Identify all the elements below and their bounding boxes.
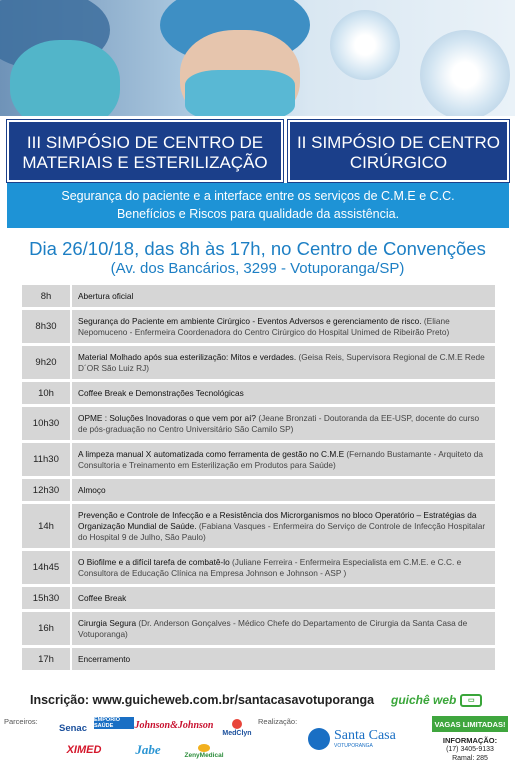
schedule-row	[22, 407, 495, 440]
schedule-time: 8h	[40, 290, 52, 302]
guiche-web-logo	[391, 692, 497, 708]
zeny-medical-logo	[184, 741, 224, 761]
medclyn-logo	[218, 716, 256, 740]
guiche-web-logo-text: guichê web	[391, 693, 457, 707]
subtitle-line-2: Benefícios e Riscos para qualidade da assistência.	[116, 207, 400, 221]
medclyn-logo-text: MedClyn	[222, 730, 252, 737]
info-label: INFORMAÇÃO:	[442, 736, 498, 745]
schedule-time: 12h30	[32, 484, 60, 496]
ximed-logo: XIMED	[66, 744, 102, 756]
schedule-time: 10h30	[32, 418, 60, 429]
schedule-topic: Encerramento	[78, 653, 131, 664]
registration-label: Inscrição:	[30, 693, 90, 707]
johnson-johnson-logo: Johnson&Johnson	[134, 719, 214, 731]
schedule-speaker: (Fernando Bustamante - Arquiteto da Consultoria e Treinamento em Esterilização em Produtos para Saúde)	[78, 448, 483, 470]
medclyn-mark-icon	[232, 719, 242, 729]
schedule-topic: Prevenção e Controle de Infecção e a Resistência dos Microrganismos no bloco Operatório – Estratégias da Organização Mundial de Saúde.	[78, 509, 477, 531]
schedule-time: 17h	[38, 653, 54, 665]
schedule-time: 8h30	[35, 321, 57, 332]
schedule-time: 14h45	[32, 562, 60, 573]
subtitle-line-1: Segurança do paciente e a interface entre os serviços de C.M.E e C.C.	[61, 189, 455, 203]
schedule-time: 14h	[38, 520, 54, 532]
schedule-row	[22, 587, 495, 609]
schedule-speaker: (Geisa Reis, Supervisora Regional de C.M.E Rede D´OR São Luiz RJ)	[78, 351, 485, 373]
schedule-row	[22, 382, 495, 404]
info-extension: Ramal: 285	[452, 755, 488, 762]
schedule-topic: Material Molhado após sua esterilização: Mitos e verdades.	[78, 351, 297, 362]
schedule-row	[22, 504, 495, 548]
partners-label: Parceiros:	[4, 717, 38, 726]
schedule-table	[22, 285, 495, 673]
schedule-row	[22, 443, 495, 476]
event-date: Dia 26/10/18, das 8h às 17h, no Centro de Convenções	[29, 238, 486, 259]
schedule-time: 11h30	[33, 454, 59, 465]
info-phone: (17) 3405-9133	[446, 746, 494, 753]
schedule-row	[22, 612, 495, 645]
emporio-saude-logo: EMPÓRIO SAÚDE	[94, 717, 134, 729]
contact-info	[432, 736, 508, 763]
registration-line	[30, 693, 374, 707]
event-address: (Av. dos Bancários, 3299 - Votuporanga/SP)	[110, 260, 405, 277]
schedule-time: 9h20	[35, 357, 57, 368]
schedule-topic: Cirurgia Segura	[78, 617, 137, 628]
schedule-topic: OPME : Soluções Inovadoras o que vem por aí?	[78, 412, 257, 423]
schedule-row	[22, 285, 495, 307]
schedule-time: 15h30	[32, 592, 60, 604]
schedule-row	[22, 648, 495, 670]
zeny-logo-text: ZenyMedical	[184, 751, 224, 759]
ticket-icon: ▭	[460, 694, 482, 707]
schedule-topic: Coffee Break	[78, 592, 127, 603]
schedule-time: 16h	[38, 623, 54, 634]
schedule-speaker: (Eliane Nepomuceno - Enfermeira Coordenadora do Centro Cirúrgico do Hospital Unimed de Ribeirão Preto)	[78, 315, 450, 337]
symposium-title-cc: II SIMPÓSIO DE CENTRO CIRÚRGICO	[288, 120, 509, 182]
schedule-topic: O Biofilme e a difícil tarefa de combatê-lo	[78, 556, 230, 567]
schedule-topic: Abertura oficial	[78, 290, 134, 301]
senac-logo: Senac	[59, 722, 87, 734]
jabe-logo: Jabe	[135, 742, 161, 757]
schedule-time: 10h	[38, 387, 54, 399]
schedule-speaker: (Dr. Anderson Gonçalves - Médico Chefe do Departamento de Cirurgia da Santa Casa de Votuporanga)	[78, 617, 468, 639]
schedule-topic: A limpeza manual X automatizada como ferramenta de gestão no C.M.E	[78, 448, 345, 459]
schedule-row	[22, 346, 495, 379]
limited-spots-badge: VAGAS LIMITADAS!	[432, 716, 508, 732]
schedule-row	[22, 551, 495, 584]
schedule-speaker: (Jeane Bronzati - Doutoranda da EE-USP, docente do curso de pós-graduação no Centro Universitário São Camilo SP)	[78, 412, 480, 434]
dove-icon	[308, 728, 330, 750]
schedule-row	[22, 479, 495, 501]
schedule-topic: Segurança do Paciente em ambiente Cirúrgico - Eventos Adversos e gerenciamento de risco.	[78, 315, 422, 326]
symposium-title-cme: III SIMPÓSIO DE CENTRO DE MATERIAIS E ESTERILIZAÇÃO	[7, 120, 283, 182]
subtitle-bar	[7, 183, 509, 228]
registration-url-link[interactable]: www.guicheweb.com.br/santacasavotuporanga	[92, 693, 375, 707]
zeny-leaf-icon	[198, 744, 210, 752]
surgeons-hero-image	[0, 0, 515, 116]
schedule-topic: Almoço	[78, 484, 106, 495]
organizer-label: Realização:	[258, 717, 298, 726]
santa-casa-sub: VOTUPORANGA	[334, 743, 373, 749]
schedule-speaker: (Fabiana Vasques - Enfermeira do Serviço de Controle de Infecção Hospitalar do Hospital 9 de Julho, São Paulo)	[78, 520, 486, 542]
schedule-topic: Coffee Break e Demonstrações Tecnológicas	[78, 387, 244, 398]
santa-casa-logo	[308, 726, 414, 752]
schedule-row	[22, 310, 495, 343]
santa-casa-name: Santa Casa	[334, 728, 396, 743]
schedule-speaker: (Juliane Ferreira - Enfermeira Especialista em C.M.E. e C.C. e Consultora de Educação Clínica na Empresa Johnson e Johnson - ASP )	[78, 556, 462, 578]
